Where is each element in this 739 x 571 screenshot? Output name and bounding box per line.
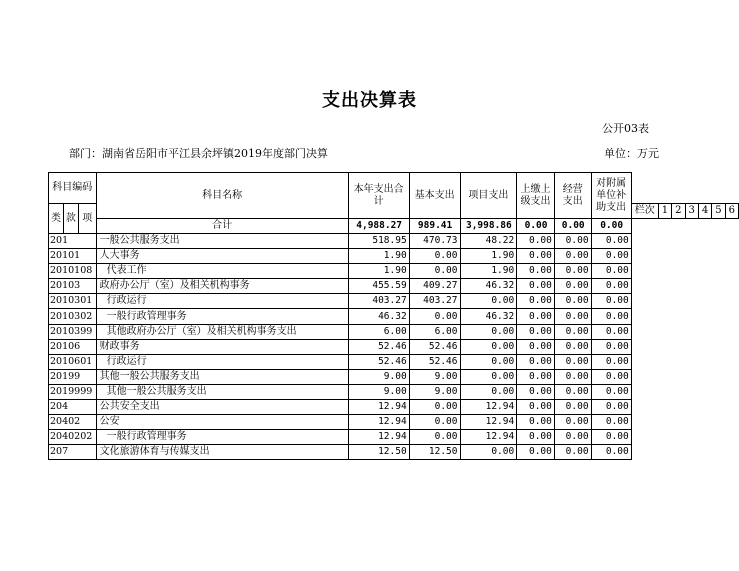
col-num: 5 xyxy=(712,204,725,219)
amount-cell: 455.59 xyxy=(348,279,409,294)
amount-cell: 403.27 xyxy=(348,294,409,309)
amount-cell: 0.00 xyxy=(517,354,555,369)
header-xiang: 项 xyxy=(78,204,96,234)
subject-name: 代表工作 xyxy=(96,264,348,279)
amount-cell: 0.00 xyxy=(517,279,555,294)
amount-cell: 12.50 xyxy=(348,445,409,460)
amount-cell: 6.00 xyxy=(348,324,409,339)
amount-cell: 1.90 xyxy=(348,264,409,279)
amount-cell: 0.00 xyxy=(554,294,591,309)
amount-cell: 46.32 xyxy=(348,309,409,324)
subject-name: 一般公共服务支出 xyxy=(96,234,348,249)
col-num: 2 xyxy=(672,204,685,219)
table-row xyxy=(49,369,739,384)
amount-cell: 12.94 xyxy=(348,415,409,430)
totals-label: 合计 xyxy=(96,219,348,234)
total-cell: 989.41 xyxy=(409,219,460,234)
amount-cell: 12.94 xyxy=(348,430,409,445)
subject-code: 20103 xyxy=(49,279,97,294)
amount-cell: 0.00 xyxy=(554,279,591,294)
expenditure-table xyxy=(48,172,739,460)
subject-name: 一般行政管理事务 xyxy=(96,309,348,324)
amount-cell: 1.90 xyxy=(460,249,517,264)
amount-cell: 0.00 xyxy=(591,400,631,415)
amount-cell: 0.00 xyxy=(409,430,460,445)
subject-name: 其他一般公共服务支出 xyxy=(96,384,348,399)
amount-cell: 0.00 xyxy=(460,339,517,354)
amount-cell: 0.00 xyxy=(517,384,555,399)
subject-name: 行政运行 xyxy=(96,294,348,309)
amount-cell: 0.00 xyxy=(517,294,555,309)
amount-cell: 0.00 xyxy=(554,445,591,460)
amount-cell: 1.90 xyxy=(460,264,517,279)
subject-name: 其他一般公共服务支出 xyxy=(96,369,348,384)
amount-cell: 52.46 xyxy=(348,354,409,369)
amount-cell: 46.32 xyxy=(460,309,517,324)
amount-cell: 0.00 xyxy=(554,249,591,264)
amount-cell: 12.50 xyxy=(409,445,460,460)
table-row xyxy=(49,354,739,369)
amount-cell: 518.95 xyxy=(348,234,409,249)
page-title: 支出决算表 xyxy=(322,90,417,111)
amount-cell: 0.00 xyxy=(554,415,591,430)
table-row xyxy=(49,324,739,339)
amount-cell: 0.00 xyxy=(460,324,517,339)
header-subsidiary: 对附属单位补助支出 xyxy=(591,173,631,219)
totals-row xyxy=(49,219,739,234)
table-row xyxy=(49,430,739,445)
header-name: 科目名称 xyxy=(96,173,348,219)
subject-name: 公安 xyxy=(96,415,348,430)
amount-cell: 0.00 xyxy=(517,415,555,430)
amount-cell: 0.00 xyxy=(591,384,631,399)
subject-code: 20101 xyxy=(49,249,97,264)
amount-cell: 0.00 xyxy=(517,339,555,354)
amount-cell: 0.00 xyxy=(517,324,555,339)
table-row xyxy=(49,234,739,249)
amount-cell: 12.94 xyxy=(460,430,517,445)
amount-cell: 0.00 xyxy=(591,324,631,339)
header-lanci: 栏次 xyxy=(631,204,658,219)
amount-cell: 12.94 xyxy=(460,415,517,430)
amount-cell: 52.46 xyxy=(409,354,460,369)
amount-cell: 0.00 xyxy=(554,430,591,445)
amount-cell: 0.00 xyxy=(517,430,555,445)
amount-cell: 0.00 xyxy=(591,430,631,445)
amount-cell: 403.27 xyxy=(409,294,460,309)
amount-cell: 0.00 xyxy=(591,264,631,279)
amount-cell: 9.00 xyxy=(348,384,409,399)
subject-code: 2040202 xyxy=(49,430,97,445)
amount-cell: 0.00 xyxy=(591,309,631,324)
amount-cell: 48.22 xyxy=(460,234,517,249)
amount-cell: 0.00 xyxy=(554,234,591,249)
amount-cell: 0.00 xyxy=(517,234,555,249)
form-code: 公开03表 xyxy=(602,122,649,135)
subject-code: 2010601 xyxy=(49,354,97,369)
subject-code: 2010108 xyxy=(49,264,97,279)
table-row xyxy=(49,249,739,264)
amount-cell: 52.46 xyxy=(409,339,460,354)
total-cell: 0.00 xyxy=(554,219,591,234)
amount-cell: 0.00 xyxy=(409,400,460,415)
col-num: 1 xyxy=(658,204,671,219)
amount-cell: 0.00 xyxy=(517,249,555,264)
amount-cell: 0.00 xyxy=(591,354,631,369)
amount-cell: 0.00 xyxy=(591,249,631,264)
amount-cell: 9.00 xyxy=(348,369,409,384)
amount-cell: 0.00 xyxy=(554,324,591,339)
subject-name: 文化旅游体育与传媒支出 xyxy=(96,445,348,460)
amount-cell: 0.00 xyxy=(517,369,555,384)
amount-cell: 409.27 xyxy=(409,279,460,294)
header-code: 科目编码 xyxy=(49,173,97,204)
amount-cell: 0.00 xyxy=(460,384,517,399)
amount-cell: 0.00 xyxy=(591,279,631,294)
amount-cell: 0.00 xyxy=(517,400,555,415)
subject-name: 行政运行 xyxy=(96,354,348,369)
header-kuan: 款 xyxy=(63,204,78,234)
subject-name: 财政事务 xyxy=(96,339,348,354)
total-cell: 0.00 xyxy=(591,219,631,234)
col-num: 3 xyxy=(685,204,698,219)
subject-code: 207 xyxy=(49,445,97,460)
subject-code: 2010399 xyxy=(49,324,97,339)
table-row xyxy=(49,264,739,279)
amount-cell: 0.00 xyxy=(460,354,517,369)
subject-code: 2010301 xyxy=(49,294,97,309)
amount-cell: 0.00 xyxy=(591,294,631,309)
header-upper: 上缴上级支出 xyxy=(517,173,555,219)
amount-cell: 0.00 xyxy=(460,294,517,309)
table-row xyxy=(49,279,739,294)
amount-cell: 0.00 xyxy=(554,339,591,354)
header-project: 项目支出 xyxy=(460,173,517,219)
amount-cell: 0.00 xyxy=(591,415,631,430)
table-row xyxy=(49,415,739,430)
table-row xyxy=(49,384,739,399)
amount-cell: 0.00 xyxy=(409,249,460,264)
header-basic: 基本支出 xyxy=(409,173,460,219)
amount-cell: 9.00 xyxy=(409,384,460,399)
header-total: 本年支出合计 xyxy=(348,173,409,219)
amount-cell: 470.73 xyxy=(409,234,460,249)
subject-code: 2019999 xyxy=(49,384,97,399)
amount-cell: 6.00 xyxy=(409,324,460,339)
subject-code: 201 xyxy=(49,234,97,249)
subject-name: 其他政府办公厅（室）及相关机构事务支出 xyxy=(96,324,348,339)
subject-code: 20106 xyxy=(49,339,97,354)
amount-cell: 0.00 xyxy=(409,415,460,430)
subject-name: 人大事务 xyxy=(96,249,348,264)
amount-cell: 0.00 xyxy=(591,445,631,460)
col-num: 6 xyxy=(725,204,738,219)
amount-cell: 0.00 xyxy=(409,264,460,279)
unit-label: 单位：万元 xyxy=(604,147,659,160)
amount-cell: 0.00 xyxy=(409,309,460,324)
total-cell: 3,998.86 xyxy=(460,219,517,234)
subject-name: 公共安全支出 xyxy=(96,400,348,415)
subject-code: 20199 xyxy=(49,369,97,384)
table-row xyxy=(49,309,739,324)
amount-cell: 0.00 xyxy=(554,264,591,279)
amount-cell: 0.00 xyxy=(591,234,631,249)
department-label: 部门：湖南省岳阳市平江县余坪镇2019年度部门决算 xyxy=(69,147,328,160)
amount-cell: 0.00 xyxy=(517,309,555,324)
header-business: 经营支出 xyxy=(554,173,591,219)
amount-cell: 0.00 xyxy=(591,339,631,354)
amount-cell: 0.00 xyxy=(554,309,591,324)
subject-name: 一般行政管理事务 xyxy=(96,430,348,445)
amount-cell: 9.00 xyxy=(409,369,460,384)
table-row xyxy=(49,294,739,309)
amount-cell: 0.00 xyxy=(554,400,591,415)
header-lei: 类 xyxy=(49,204,64,234)
amount-cell: 52.46 xyxy=(348,339,409,354)
amount-cell: 1.90 xyxy=(348,249,409,264)
amount-cell: 0.00 xyxy=(554,384,591,399)
total-cell: 0.00 xyxy=(517,219,555,234)
amount-cell: 12.94 xyxy=(348,400,409,415)
subject-name: 政府办公厅（室）及相关机构事务 xyxy=(96,279,348,294)
table-row xyxy=(49,400,739,415)
table-row xyxy=(49,445,739,460)
amount-cell: 0.00 xyxy=(517,264,555,279)
amount-cell: 0.00 xyxy=(554,369,591,384)
amount-cell: 0.00 xyxy=(517,445,555,460)
table-row xyxy=(49,339,739,354)
col-num: 4 xyxy=(698,204,711,219)
amount-cell: 0.00 xyxy=(460,369,517,384)
subject-code: 204 xyxy=(49,400,97,415)
subject-code: 20402 xyxy=(49,415,97,430)
amount-cell: 0.00 xyxy=(554,354,591,369)
amount-cell: 46.32 xyxy=(460,279,517,294)
amount-cell: 0.00 xyxy=(591,369,631,384)
amount-cell: 12.94 xyxy=(460,400,517,415)
total-cell: 4,988.27 xyxy=(348,219,409,234)
subject-code: 2010302 xyxy=(49,309,97,324)
amount-cell: 0.00 xyxy=(460,445,517,460)
